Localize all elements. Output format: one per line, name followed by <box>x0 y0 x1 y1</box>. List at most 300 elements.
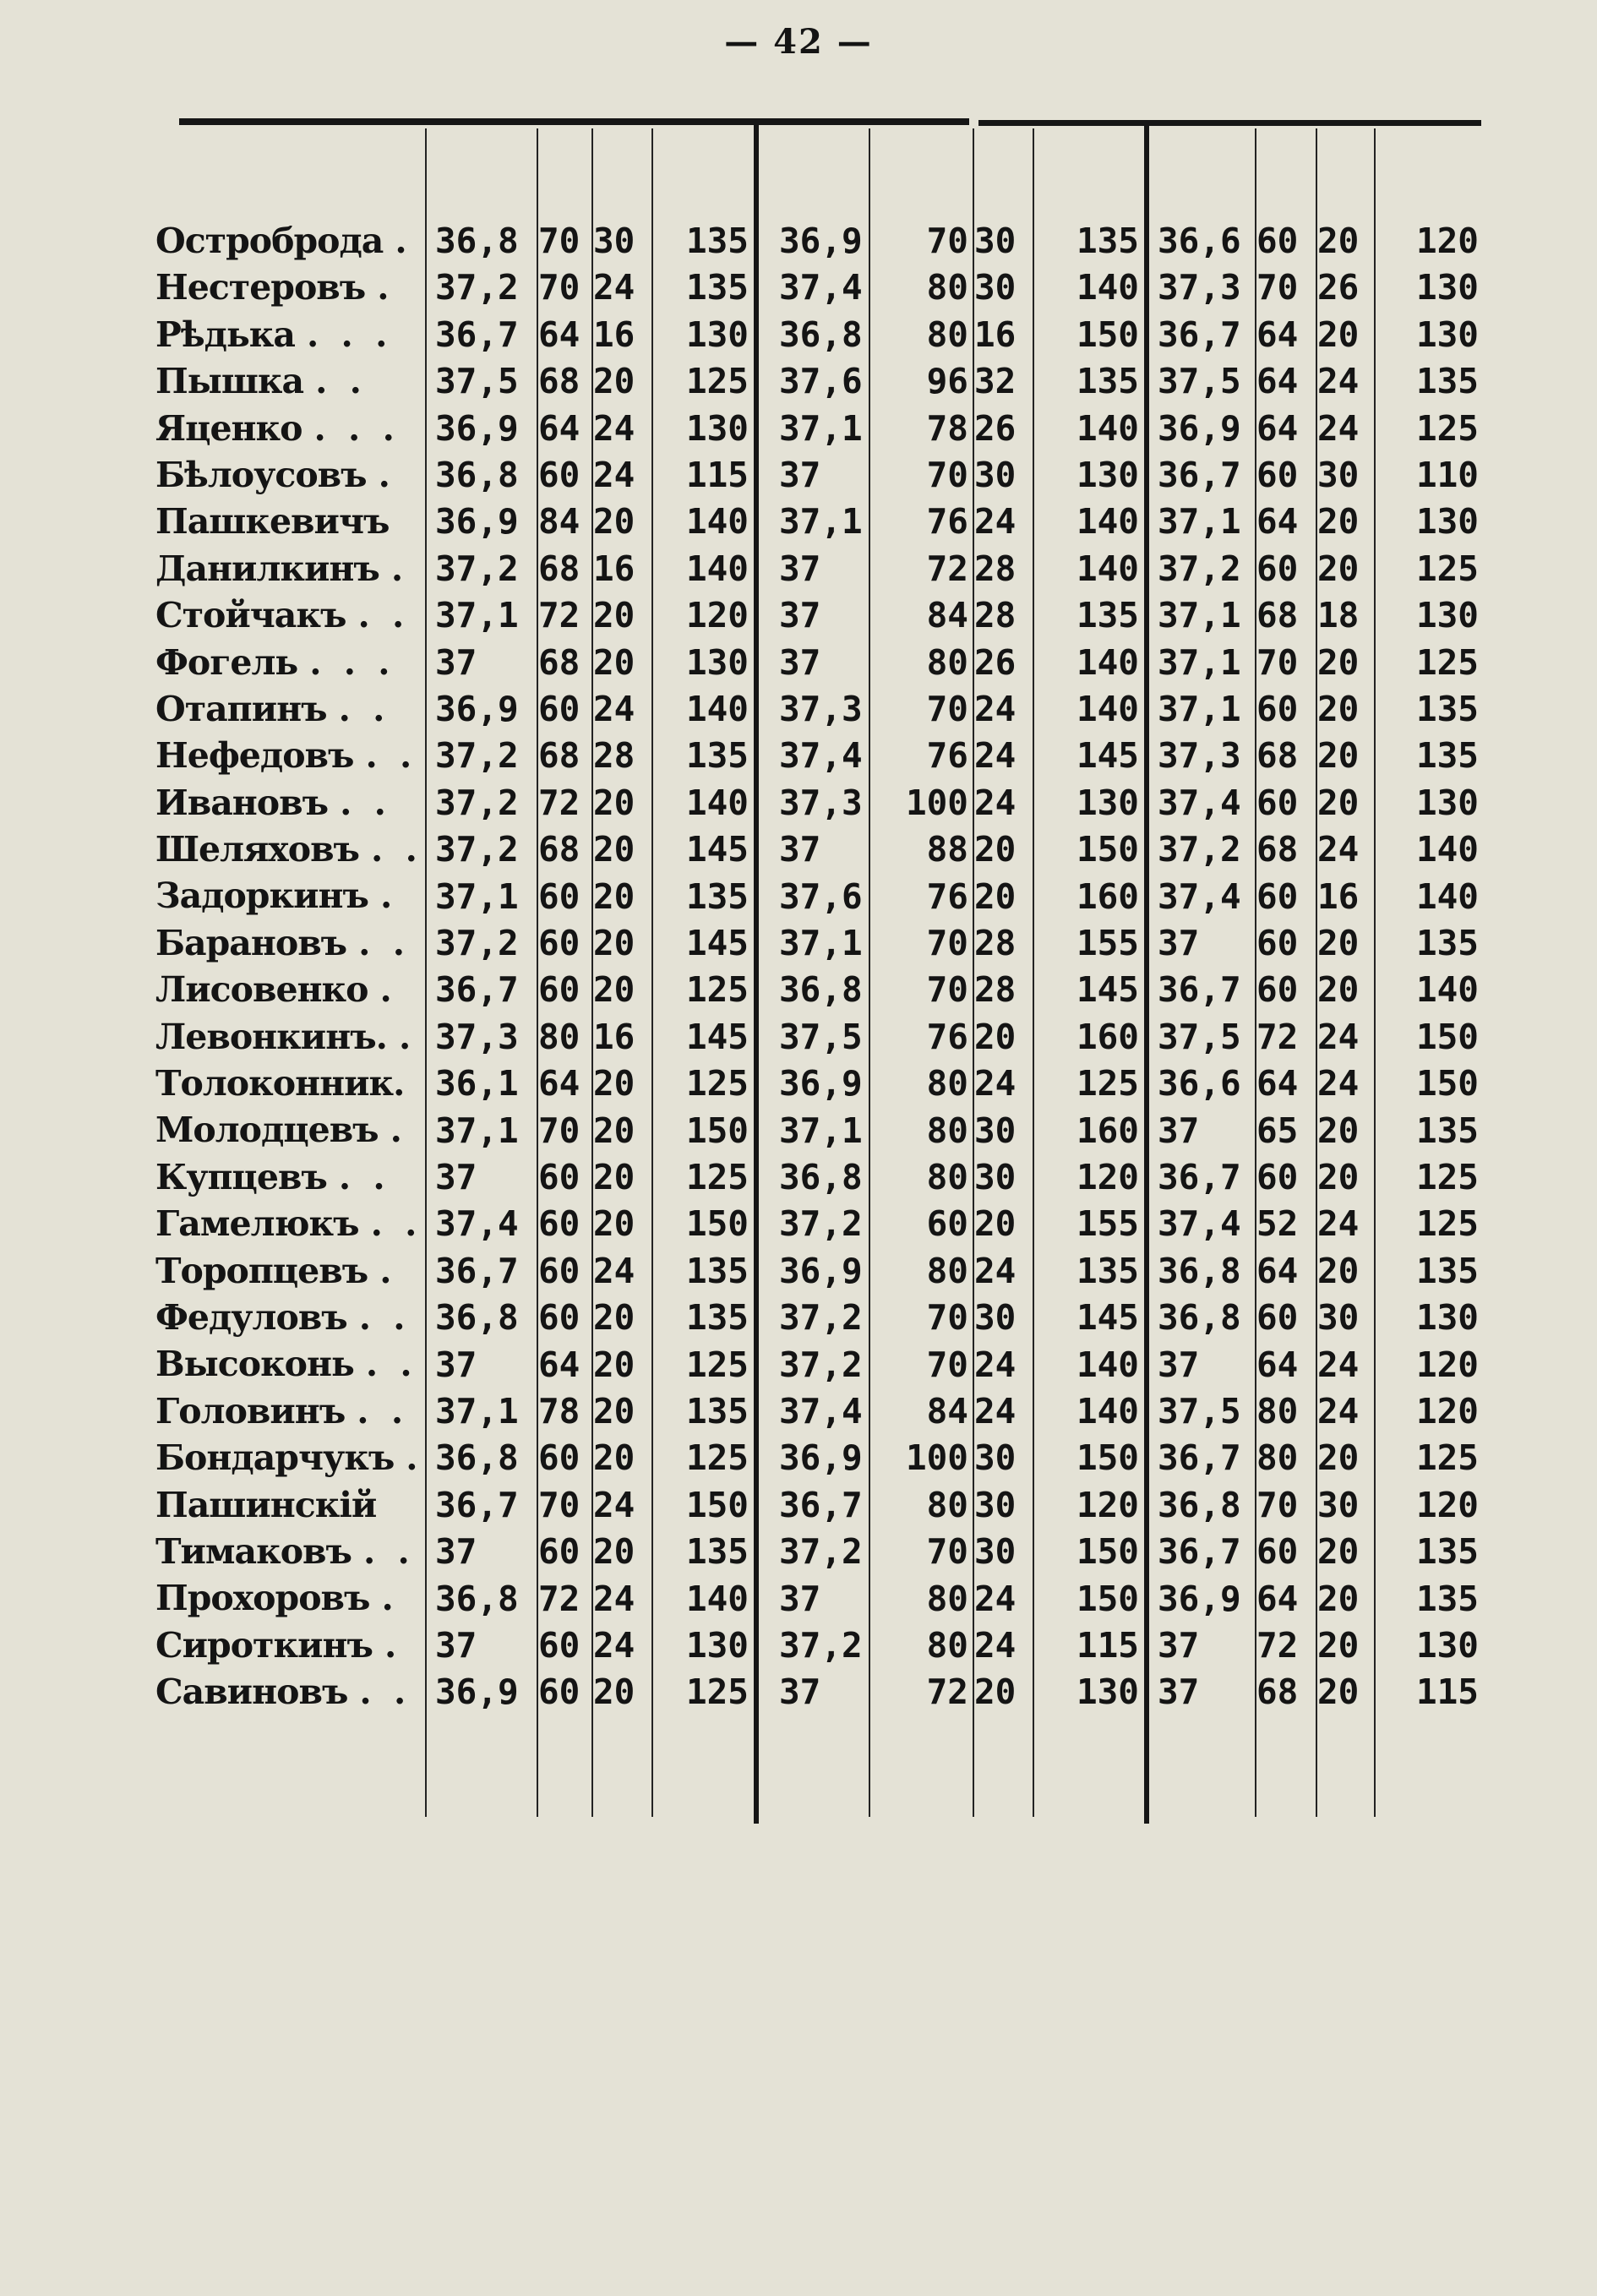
table-cell: 130 <box>685 407 749 449</box>
table-cell: 125 <box>1415 1203 1479 1245</box>
leader-dots: . . <box>365 735 417 777</box>
row-name <box>155 1061 426 1107</box>
table-cell: 37 <box>1158 1672 1200 1713</box>
table-cell: 37,2 <box>779 1625 863 1666</box>
table-cell: 37 <box>435 1531 477 1573</box>
table-cell: 36,7 <box>1158 1531 1241 1573</box>
table-cell: 37,1 <box>435 595 519 636</box>
table-cell: 80 <box>926 1578 968 1619</box>
table-cell: 24 <box>974 1063 1017 1104</box>
table-cell: 37,2 <box>435 782 519 823</box>
leader-dots: . <box>384 1624 402 1666</box>
table-cell: 135 <box>1415 1578 1479 1619</box>
table-cell: 150 <box>685 1110 749 1151</box>
leader-dots: . . <box>358 1296 411 1338</box>
row-name <box>155 406 426 452</box>
table-cell: 125 <box>1415 641 1479 683</box>
table-cell: 36,8 <box>779 314 863 355</box>
table-cell: 36,8 <box>435 1578 519 1619</box>
patient-name: Пашинскій <box>155 1484 377 1525</box>
table-cell: 80 <box>926 1250 968 1291</box>
table-cell: 20 <box>1317 1672 1360 1713</box>
table-cell: 84 <box>538 501 580 543</box>
table-cell: 37,1 <box>1158 501 1241 543</box>
table-cell: 37 <box>1158 1344 1200 1385</box>
table-cell: 20 <box>1317 923 1360 963</box>
table-cell: 20 <box>593 361 635 402</box>
table-cell: 140 <box>1076 548 1139 589</box>
patient-name: Рѣдька <box>155 314 295 355</box>
table-cell: 24 <box>974 735 1017 777</box>
table-cell: 36,8 <box>779 1157 863 1197</box>
table-cell: 36,8 <box>435 221 519 261</box>
table-cell: 20 <box>593 969 635 1011</box>
table-cell: 135 <box>1415 1531 1479 1573</box>
row-name <box>155 920 426 967</box>
table-cell: 37,3 <box>779 689 863 729</box>
table-cell: 76 <box>926 735 968 777</box>
table-cell: 68 <box>1256 829 1299 870</box>
leader-dots: . . <box>365 1344 417 1385</box>
table-cell: 30 <box>974 1437 1017 1479</box>
leader-dots: . <box>379 1250 397 1291</box>
leader-dots: . . <box>340 782 391 823</box>
patient-name: Торопцевъ <box>155 1250 368 1291</box>
table-cell: 37,3 <box>1158 735 1241 777</box>
table-cell: 70 <box>926 221 968 261</box>
table-cell: 130 <box>1415 782 1479 823</box>
table-cell: 60 <box>538 875 580 917</box>
table-cell: 24 <box>974 1625 1017 1666</box>
table-cell: 37,6 <box>779 361 863 402</box>
table-cell: 135 <box>685 875 749 917</box>
table-cell: 37,1 <box>435 1391 519 1432</box>
leader-dots: . . <box>315 361 367 402</box>
table-cell: 84 <box>926 595 968 636</box>
patient-name: Бондарчукъ <box>155 1437 395 1479</box>
table-cell: 30 <box>974 1297 1017 1339</box>
table-cell: 24 <box>1317 361 1360 402</box>
table-cell: 70 <box>926 923 968 963</box>
row-name <box>155 873 426 919</box>
table-cell: 155 <box>1076 1203 1139 1245</box>
table-cell: 37 <box>1158 923 1200 963</box>
row-name <box>155 1669 426 1715</box>
patient-name: Гамелюкъ <box>155 1203 359 1245</box>
table-cell: 120 <box>1415 1344 1479 1385</box>
table-cell: 80 <box>926 1110 968 1151</box>
table-cell: 135 <box>685 1250 749 1291</box>
row-name <box>155 265 426 311</box>
table-cell: 60 <box>1256 1297 1299 1339</box>
table-cell: 36,7 <box>1158 1437 1241 1479</box>
table-cell: 36,7 <box>435 1484 519 1525</box>
table-cell: 36,9 <box>1158 407 1241 449</box>
table-cell: 115 <box>1076 1625 1139 1666</box>
table-cell: 20 <box>1317 548 1360 589</box>
table-cell: 60 <box>538 1672 580 1713</box>
table-cell: 36,9 <box>779 1437 863 1479</box>
table-cell: 150 <box>685 1203 749 1245</box>
table-cell: 115 <box>1415 1672 1479 1713</box>
row-name <box>155 592 426 639</box>
table-cell: 125 <box>685 969 749 1011</box>
table-cell: 28 <box>974 595 1017 636</box>
table-cell: 37,1 <box>779 1110 863 1151</box>
table-cell: 60 <box>538 1297 580 1339</box>
table-cell: 135 <box>685 221 749 261</box>
row-name <box>155 826 426 873</box>
row-name <box>155 733 426 779</box>
patient-name: Федуловъ <box>155 1296 347 1338</box>
table-cell: 37 <box>435 1157 477 1197</box>
table-cell: 30 <box>974 1110 1017 1151</box>
table-cell: 150 <box>685 1484 749 1525</box>
table-cell: 84 <box>926 1391 968 1432</box>
table-cell: 76 <box>926 875 968 917</box>
patient-name: Савиновъ <box>155 1672 348 1713</box>
table-cell: 20 <box>1317 1625 1360 1666</box>
patient-name: Остроброда <box>155 221 384 261</box>
table-cell: 24 <box>593 455 635 495</box>
table-cell: 36,1 <box>435 1063 519 1104</box>
row-name <box>155 640 426 686</box>
table-cell: 68 <box>538 548 580 589</box>
table-cell: 64 <box>1256 1250 1299 1291</box>
table-cell: 130 <box>1415 595 1479 636</box>
leader-dots: . <box>377 267 395 308</box>
table-cell: 150 <box>1076 1437 1139 1479</box>
table-cell: 68 <box>538 735 580 777</box>
table-cell: 37,5 <box>1158 1391 1241 1432</box>
table-cell: 70 <box>926 455 968 495</box>
leader-dots: . <box>395 221 412 261</box>
row-name <box>155 452 426 499</box>
table-cell: 70 <box>1256 641 1299 683</box>
table-cell: 20 <box>1317 641 1360 683</box>
table-cell: 72 <box>538 595 580 636</box>
table-cell: 70 <box>1256 1484 1299 1525</box>
table-cell: 30 <box>1317 1297 1360 1339</box>
table-cell: 20 <box>974 1203 1017 1245</box>
row-name <box>155 499 426 545</box>
table-cell: 130 <box>1415 1625 1479 1666</box>
row-name <box>155 1248 426 1295</box>
table-cell: 125 <box>1415 548 1479 589</box>
table-cell: 60 <box>538 455 580 495</box>
table-cell: 140 <box>685 501 749 543</box>
table-cell: 20 <box>1317 501 1360 543</box>
leader-dots: . <box>398 1016 417 1057</box>
table-cell: 100 <box>905 1437 968 1479</box>
table-cell: 68 <box>1256 735 1299 777</box>
row-name <box>155 1201 426 1247</box>
table-cell: 20 <box>1317 969 1360 1011</box>
table-cell: 20 <box>1317 1110 1360 1151</box>
table-cell: 52 <box>1256 1203 1299 1245</box>
table-cell: 64 <box>538 407 580 449</box>
table-cell: 120 <box>1076 1484 1139 1525</box>
table-cell: 24 <box>974 501 1017 543</box>
table-cell: 20 <box>593 1063 635 1104</box>
patient-name: Бѣлоусовъ <box>155 454 367 495</box>
table-cell: 36,7 <box>1158 314 1241 355</box>
table-cell: 36,7 <box>1158 969 1241 1011</box>
table-cell: 30 <box>974 1157 1017 1197</box>
table-cell: 145 <box>685 829 749 870</box>
table-cell: 37,2 <box>435 829 519 870</box>
table-cell: 60 <box>538 1250 580 1291</box>
table-cell: 72 <box>1256 1016 1299 1057</box>
patient-name: Тимаковъ <box>155 1530 352 1572</box>
table-cell: 24 <box>974 1250 1017 1291</box>
table-cell: 37,3 <box>779 782 863 823</box>
row-name <box>155 1622 426 1669</box>
table-cell: 37,4 <box>435 1203 519 1245</box>
table-cell: 60 <box>538 1437 580 1479</box>
table-cell: 20 <box>1317 1437 1360 1479</box>
table-cell: 68 <box>1256 1672 1299 1713</box>
table-cell: 145 <box>1076 1297 1139 1339</box>
table-cell: 60 <box>1256 1157 1299 1197</box>
table-cell: 80 <box>926 267 968 308</box>
table-cell: 37,2 <box>435 923 519 963</box>
table-cell: 135 <box>1076 1250 1139 1291</box>
patient-name: Барановъ <box>155 922 347 963</box>
table-cell: 150 <box>1415 1016 1479 1057</box>
table-cell: 16 <box>593 1016 635 1057</box>
table-cell: 30 <box>974 1531 1017 1573</box>
table-cell: 125 <box>1415 407 1479 449</box>
table-cell: 72 <box>926 1672 968 1713</box>
patient-name: Ивановъ <box>155 782 329 823</box>
table-cell: 80 <box>926 1063 968 1104</box>
table-cell: 24 <box>593 407 635 449</box>
table-cell: 70 <box>926 1344 968 1385</box>
table-cell: 125 <box>685 1063 749 1104</box>
table-cell: 160 <box>1076 1110 1139 1151</box>
patient-name: Сироткинъ <box>155 1624 373 1666</box>
leader-dots: . <box>381 1578 399 1619</box>
table-cell: 37,2 <box>435 267 519 308</box>
table-cell: 24 <box>1317 1016 1360 1057</box>
table-cell: 70 <box>538 221 580 261</box>
table-cell: 20 <box>1317 689 1360 729</box>
row-name <box>155 546 426 592</box>
table-cell: 36,8 <box>1158 1250 1241 1291</box>
table-cell: 24 <box>1317 829 1360 870</box>
table-cell: 20 <box>593 782 635 823</box>
table-cell: 37 <box>1158 1625 1200 1666</box>
table-cell: 37,2 <box>1158 548 1241 589</box>
table-cell: 70 <box>926 1297 968 1339</box>
table-cell: 135 <box>1415 361 1479 402</box>
row-name <box>155 1482 426 1529</box>
table-cell: 37,4 <box>1158 1203 1241 1245</box>
table-cell: 125 <box>1415 1437 1479 1479</box>
table-cell: 24 <box>1317 1063 1360 1104</box>
table-cell: 68 <box>538 641 580 683</box>
table-cell: 68 <box>538 361 580 402</box>
row-name <box>155 358 426 405</box>
table-cell: 135 <box>1415 1110 1479 1151</box>
table-cell: 30 <box>974 267 1017 308</box>
name-column <box>155 218 426 1716</box>
table-cell: 37,5 <box>1158 1016 1241 1057</box>
table-cell: 140 <box>1415 969 1479 1011</box>
table-cell: 20 <box>974 1672 1017 1713</box>
table-cell: 37,2 <box>779 1203 863 1245</box>
table-cell: 100 <box>905 782 968 823</box>
table-cell: 130 <box>685 641 749 683</box>
table-cell: 37 <box>435 641 477 683</box>
table-cell: 60 <box>1256 923 1299 963</box>
table-cell: 80 <box>926 1625 968 1666</box>
table-cell: 24 <box>593 1625 635 1666</box>
table-cell: 150 <box>1076 829 1139 870</box>
table-cell: 24 <box>593 267 635 308</box>
table-cell: 125 <box>685 1672 749 1713</box>
table-cell: 30 <box>974 455 1017 495</box>
table-cell: 130 <box>1076 1672 1139 1713</box>
row-name <box>155 1388 426 1435</box>
table-cell: 36,7 <box>779 1484 863 1525</box>
table-cell: 37 <box>779 595 821 636</box>
table-cell: 130 <box>1415 501 1479 543</box>
column-divider <box>651 128 653 1817</box>
table-cell: 20 <box>593 1531 635 1573</box>
table-cell: 150 <box>1076 1531 1139 1573</box>
table-cell: 37,1 <box>1158 689 1241 729</box>
table-cell: 125 <box>1076 1063 1139 1104</box>
table-cell: 130 <box>1076 455 1139 495</box>
table-cell: 70 <box>538 1484 580 1525</box>
header-rule-left <box>179 118 969 125</box>
table-cell: 160 <box>1076 1016 1139 1057</box>
table-cell: 125 <box>1415 1157 1479 1197</box>
table-cell: 135 <box>1415 735 1479 777</box>
table-cell: 125 <box>685 1157 749 1197</box>
table-cell: 24 <box>1317 1344 1360 1385</box>
table-cell: 72 <box>926 548 968 589</box>
table-cell: 37,5 <box>435 361 519 402</box>
leader-dots: . . <box>363 1530 415 1572</box>
table-cell: 140 <box>1076 1391 1139 1432</box>
table-cell: 80 <box>1256 1437 1299 1479</box>
table-cell: 20 <box>593 641 635 683</box>
table-cell: 20 <box>593 1203 635 1245</box>
table-cell: 36,7 <box>1158 455 1241 495</box>
patient-name: Стойчакъ <box>155 595 346 636</box>
table-cell: 20 <box>1317 221 1360 261</box>
table-cell: 36,7 <box>435 314 519 355</box>
table-cell: 16 <box>974 314 1017 355</box>
leader-dots: . . <box>371 829 422 870</box>
patient-name: Купцевъ <box>155 1156 327 1197</box>
table-cell: 20 <box>593 1297 635 1339</box>
table-cell: 150 <box>1415 1063 1479 1104</box>
table-cell: 96 <box>926 361 968 402</box>
table-cell: 145 <box>685 923 749 963</box>
row-name <box>155 780 426 826</box>
table-cell: 140 <box>685 782 749 823</box>
patient-name: Левонкинъ. <box>155 1016 387 1057</box>
table-cell: 24 <box>974 1391 1017 1432</box>
row-name <box>155 1295 426 1341</box>
row-name <box>155 1014 426 1061</box>
table-cell: 135 <box>685 735 749 777</box>
table-cell: 130 <box>685 1625 749 1666</box>
table-cell: 37 <box>779 548 821 589</box>
table-cell: 140 <box>685 1578 749 1619</box>
table-cell: 37 <box>1158 1110 1200 1151</box>
table-cell: 145 <box>1076 969 1139 1011</box>
table-cell: 125 <box>685 1344 749 1385</box>
table-cell: 20 <box>593 1344 635 1385</box>
table-cell: 37,2 <box>779 1531 863 1573</box>
table-cell: 130 <box>1415 1297 1479 1339</box>
table-cell: 37,5 <box>779 1016 863 1057</box>
table-cell: 125 <box>685 1437 749 1479</box>
table-cell: 16 <box>593 548 635 589</box>
table-cell: 20 <box>593 829 635 870</box>
table-cell: 76 <box>926 501 968 543</box>
table-cell: 28 <box>593 735 635 777</box>
table-cell: 70 <box>926 689 968 729</box>
table-cell: 37 <box>779 1672 821 1713</box>
table-cell: 20 <box>593 875 635 917</box>
patient-name: Высоконь <box>155 1344 354 1385</box>
patient-name: Головинъ <box>155 1390 346 1432</box>
table-cell: 20 <box>974 875 1017 917</box>
table-cell: 36,9 <box>779 1250 863 1291</box>
table-cell: 24 <box>1317 1391 1360 1432</box>
table-cell: 37,2 <box>1158 829 1241 870</box>
table-cell: 24 <box>974 1578 1017 1619</box>
table-cell: 60 <box>1256 782 1299 823</box>
table-cell: 24 <box>974 782 1017 823</box>
table-cell: 80 <box>926 1157 968 1197</box>
table-cell: 64 <box>1256 1578 1299 1619</box>
table-cell: 80 <box>926 314 968 355</box>
table-cell: 37,2 <box>779 1297 863 1339</box>
table-cell: 20 <box>593 1110 635 1151</box>
table-cell: 140 <box>1415 829 1479 870</box>
table-cell: 64 <box>1256 314 1299 355</box>
table-cell: 20 <box>593 1391 635 1432</box>
table-cell: 160 <box>1076 875 1139 917</box>
table-cell: 37,4 <box>1158 875 1241 917</box>
column-divider <box>1033 128 1034 1817</box>
patient-name: Молодцевъ <box>155 1110 379 1151</box>
table-cell: 28 <box>974 969 1017 1011</box>
table-cell: 115 <box>685 455 749 495</box>
row-name <box>155 1154 426 1201</box>
table-cell: 130 <box>1415 267 1479 308</box>
row-name <box>155 312 426 358</box>
patient-name: Нефедовъ <box>155 735 354 777</box>
table-cell: 140 <box>1415 875 1479 917</box>
table-cell: 60 <box>538 1203 580 1245</box>
table-cell: 68 <box>1256 595 1299 636</box>
table-cell: 64 <box>538 1063 580 1104</box>
leader-dots: . <box>379 875 398 917</box>
table-cell: 20 <box>1317 1531 1360 1573</box>
table-cell: 36,6 <box>1158 1063 1241 1104</box>
table-cell: 150 <box>1076 314 1139 355</box>
table-cell: 80 <box>926 641 968 683</box>
leader-dots: . . . <box>313 407 400 449</box>
